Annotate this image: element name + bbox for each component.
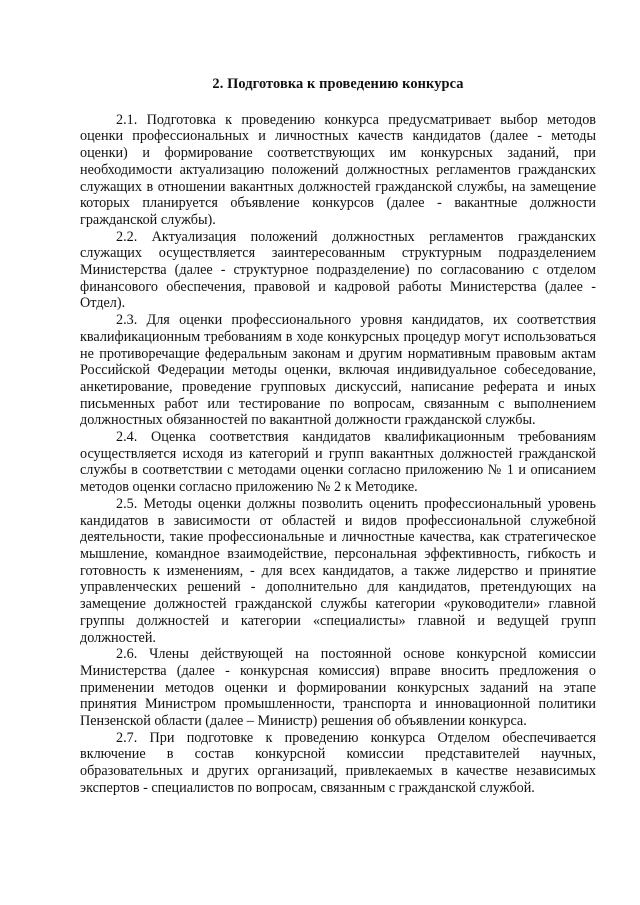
document-body [80, 76, 596, 797]
paragraph-2-7: 2.7. При подготовке к проведению конкурса Отделом обеспечивается включение в состав конкурсной комиссии представителей научных, образовательных и других организаций, привлекаемых в качестве независимых экспертов - специалистов по вопросам, связанным с гражданской службой. [80, 729, 596, 796]
paragraph-2-4: 2.4. Оценка соответствия кандидатов квалификационным требованиям осуществляется исходя из категорий и групп вакантных должностей гражданской службы в соответствии с методами оценки согласно приложению № 1 и описанием методов оценки согласно приложению № 2 к Методике. [80, 429, 596, 496]
paragraph-2-5: 2.5. Методы оценки должны позволить оценить профессиональный уровень кандидатов в зависимости от областей и видов профессиональной служебной деятельности, такие профессиональные и личностные качества, как стратегическое мышление, командное взаимодействие, персональная эффективность, гибкость и готовность к изменениям, - для всех кандидатов, а также лидерство и принятие управленческих решений - дополнительно для кандидатов, претендующих на замещение должностей гражданской службы категории «руководители» главной группы должностей и категории «специалисты» главной и ведущей групп должностей. [80, 495, 596, 646]
section-heading: 2. Подготовка к проведению конкурса [212, 76, 464, 92]
paragraph-2-3: 2.3. Для оценки профессионального уровня кандидатов, их соответствия квалификационным требованиям в ходе конкурсных процедур могут использоваться не противоречащие федеральным законам и другим нормативным правовым актам Российской Федерации методы оценки, включая индивидуальное собеседование, анкетирование, проведение групповых дискуссий, написание реферата и иных письменных работ или тестирование по вопросам, связанным с выполнением должностных обязанностей по вакантной должности гражданской службы. [80, 312, 596, 429]
paragraph-2-1: 2.1. Подготовка к проведению конкурса предусматривает выбор методов оценки профессиональных и личностных качеств кандидатов (далее - методы оценки) и формирование соответствующих им конкурсных заданий, при необходимости актуализацию положений должностных регламентов гражданских служащих в отношении вакантных должностей гражданской службы, на замещение которых планируется объявление конкурсов (далее - вакантные должности гражданской службы). [80, 111, 596, 228]
paragraph-2-6: 2.6. Члены действующей на постоянной основе конкурсной комиссии Министерства (далее - конкурсная комиссия) вправе вносить предложения о применении методов оценки и формировании конкурсных заданий на этапе принятия Министром промышленности, транспорта и инновационной политики Пензенской области (далее – Министр) решения об объявлении конкурса. [80, 646, 596, 730]
paragraph-2-2: 2.2. Актуализация положений должностных регламентов гражданских служащих осуществляется заинтересованным структурным подразделением Министерства (далее - структурное подразделение) по согласованию с отделом финансового обеспечения, правовой и кадровой работы Министерства (далее - Отдел). [80, 228, 596, 312]
